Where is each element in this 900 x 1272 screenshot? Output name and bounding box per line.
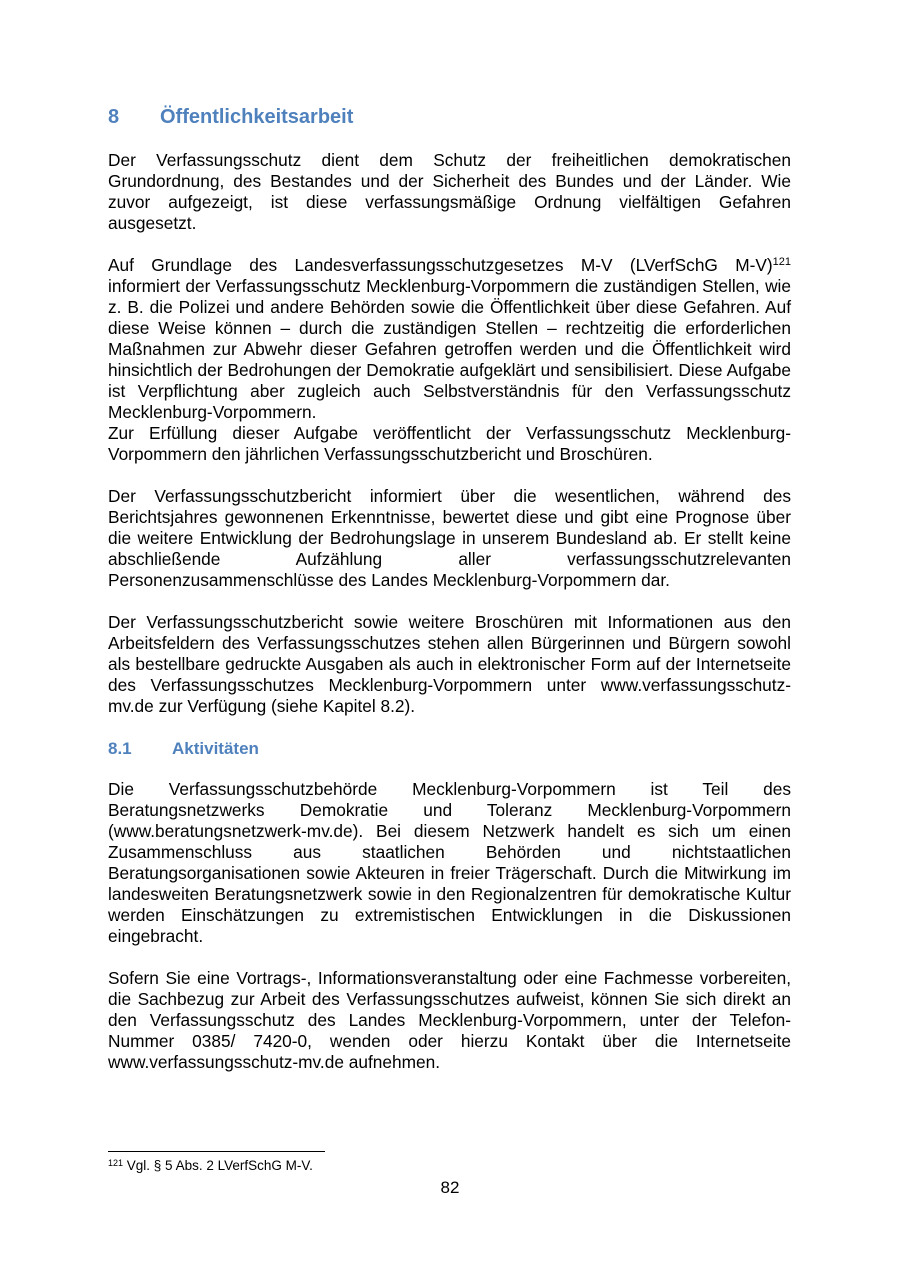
- footnote-divider: [108, 1151, 325, 1152]
- subsection-heading: [108, 738, 791, 760]
- paragraph-legal-basis-text-start: Auf Grundlage des Landesverfassungsschutzgesetzes M-V (LVerfSchG M-V): [108, 255, 773, 275]
- paragraph-report: Der Verfassungsschutzbericht informiert über die wesentlichen, während des Berichtsjahres gewonnenen Erkenntnisse, bewertet diese und gibt eine Prognose über die weitere Entwicklung der Bedrohungslage in unserem Bundesland ab. Er stellt keine abschließende Aufzählung aller verfassungsschutzrelevanten Personenzusammenschlüsse des Landes Mecklenburg-Vorpommern dar.: [108, 486, 791, 590]
- footnote-text: Vgl. § 5 Abs. 2 LVerfSchG M-V.: [123, 1158, 313, 1173]
- footnote: [108, 1158, 313, 1174]
- paragraph-legal-basis: [108, 255, 791, 423]
- paragraph-publications: Zur Erfüllung dieser Aufgabe veröffentlicht der Verfassungsschutz Mecklenburg-Vorpommern den jährlichen Verfassungsschutzbericht und Broschüren.: [108, 423, 791, 464]
- paragraph-network: Die Verfassungsschutzbehörde Mecklenburg-Vorpommern ist Teil des Beratungsnetzwerks Demokratie und Toleranz Mecklenburg-Vorpommern (www.beratungsnetzwerk-mv.de). Bei diesem Netzwerk handelt es sich um einen Zusammenschluss aus staatlichen Behörden und nichtstaatlichen Beratungsorganisationen sowie Akteuren in freier Trägerschaft. Durch die Mitwirkung im landesweiten Beratungsnetzwerk sowie in den Regionalzentren für demokratische Kultur werden Einschätzungen zu extremistischen Entwicklungen in die Diskussionen eingebracht.: [108, 779, 791, 946]
- footnote-number: 121: [108, 1158, 124, 1168]
- paragraph-contact: Sofern Sie eine Vortrags-, Informationsveranstaltung oder eine Fachmesse vorbereiten, die Sachbezug zur Arbeit des Verfassungsschutzes aufweist, können Sie sich direkt an den Verfassungsschutz des Landes Mecklenburg-Vorpommern, unter der Telefon-Nummer 0385/ 7420-0, wenden oder hierzu Kontakt über die Internetseite www.verfassungsschutz-mv.de aufnehmen.: [108, 968, 791, 1072]
- subsection-number: 8.1: [108, 739, 132, 758]
- paragraph-intro: Der Verfassungsschutz dient dem Schutz der freiheitlichen demokratischen Grundordnung, des Bestandes und der Sicherheit des Bundes und der Länder. Wie zuvor aufgezeigt, ist diese verfassungsmäßige Ordnung vielfältigen Gefahren ausgesetzt.: [108, 150, 791, 233]
- footnote-reference: 121: [772, 256, 791, 268]
- page-number: 82: [440, 1178, 460, 1197]
- subsection-title: Aktivitäten: [172, 739, 259, 758]
- page-content: [108, 104, 791, 1073]
- section-number: 8: [108, 106, 120, 128]
- section-title: Öffentlichkeitsarbeit: [160, 106, 354, 128]
- paragraph-availability: Der Verfassungsschutzbericht sowie weitere Broschüren mit Informationen aus den Arbeitsfeldern des Verfassungsschutzes stehen allen Bürgerinnen und Bürgern sowohl als bestellbare gedruckte Ausgaben als auch in elektronischer Form auf der Internetseite des Verfassungsschutzes Mecklenburg-Vorpommern unter www.verfassungsschutz-mv.de zur Verfügung (siehe Kapitel 8.2).: [108, 612, 791, 716]
- section-heading: [108, 104, 791, 130]
- paragraph-legal-basis-text-end: informiert der Verfassungsschutz Mecklenburg-Vorpommern die zuständigen Stellen, wie z. B. die Polizei und andere Behörden sowie die Öffentlichkeit über diese Gefahren. Auf diese Weise können – durch die zuständigen Stellen – rechtzeitig die erforderlichen Maßnahmen zur Abwehr dieser Gefahren getroffen werden und die Öffentlichkeit wird hinsichtlich der Bedrohungen der Demokratie aufgeklärt und sensibilisiert. Diese Aufgabe ist Verpflichtung aber zugleich auch Selbstverständnis für den Verfassungsschutz Mecklenburg-Vorpommern.: [108, 276, 791, 422]
